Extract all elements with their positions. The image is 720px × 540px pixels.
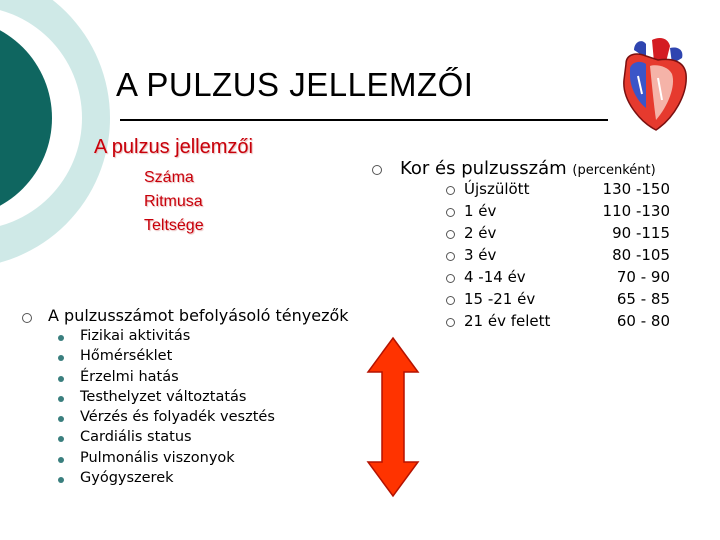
ring-bullet-icon — [446, 296, 455, 305]
factor-text: Fizikai aktivitás — [80, 328, 191, 344]
bullet-dot-icon — [58, 477, 64, 483]
factor-text: Vérzés és folyadék vesztés — [80, 409, 275, 426]
ring-bullet-icon — [446, 186, 455, 195]
bullet-dot-icon — [58, 335, 64, 341]
property-item: Teltsége — [144, 217, 204, 234]
age-heading-text: Kor és pulzusszám — [400, 158, 567, 179]
age-label: 4 -14 év — [464, 268, 526, 286]
age-label: 3 év — [464, 246, 497, 264]
bullet-dot-icon — [58, 457, 64, 463]
property-item: Száma — [144, 169, 194, 186]
age-label: 15 -21 év — [464, 290, 536, 308]
age-label: Újszülött — [464, 180, 530, 198]
slide-title: A PULZUS JELLEMZŐI — [116, 66, 474, 103]
rate-value: 65 - 85 — [616, 290, 670, 308]
bullet-dot-icon — [58, 376, 64, 382]
ring-bullet-icon — [446, 274, 455, 283]
subheading: A pulzus jellemzői — [94, 136, 253, 158]
pulse-properties — [144, 166, 204, 238]
bullet-dot-icon — [58, 416, 64, 422]
bullet-dot-icon — [58, 355, 64, 361]
ring-bullet-icon — [446, 230, 455, 239]
age-label: 1 év — [464, 202, 497, 220]
heart-icon — [612, 36, 694, 132]
factor-text: Hőmérséklet — [80, 348, 173, 365]
bullet-dot-icon — [58, 436, 64, 442]
property-item: Ritmusa — [144, 193, 203, 210]
age-label: 21 év felett — [464, 312, 551, 330]
factor-text: Pulmonális viszonyok — [80, 449, 235, 466]
double-arrow-icon — [366, 336, 420, 498]
rate-value: 130 -150 — [602, 180, 670, 198]
factor-text: Gyógyszerek — [80, 470, 174, 487]
ring-bullet-icon — [446, 208, 455, 217]
ring-bullet-icon — [372, 165, 382, 175]
bullet-dot-icon — [58, 396, 64, 402]
rate-value: 80 -105 — [612, 246, 670, 264]
age-heading-unit: (percenként) — [572, 163, 656, 178]
rate-value: 70 - 90 — [616, 268, 670, 286]
factor-text: Érzelmi hatás — [80, 368, 179, 385]
factors-heading: A pulzusszámot befolyásoló tényezők — [48, 306, 349, 325]
ring-bullet-icon — [22, 313, 32, 323]
rate-value: 90 -115 — [612, 224, 670, 242]
ring-bullet-icon — [446, 318, 455, 327]
age-section-heading — [400, 158, 656, 179]
ring-bullet-icon — [446, 252, 455, 261]
rate-value: 60 - 80 — [616, 312, 670, 330]
age-label: 2 év — [464, 224, 497, 242]
title-underline — [120, 119, 608, 121]
factor-text: Cardiális status — [80, 429, 192, 446]
factor-text: Testhelyzet változtatás — [80, 388, 247, 405]
rate-value: 110 -130 — [602, 202, 670, 220]
